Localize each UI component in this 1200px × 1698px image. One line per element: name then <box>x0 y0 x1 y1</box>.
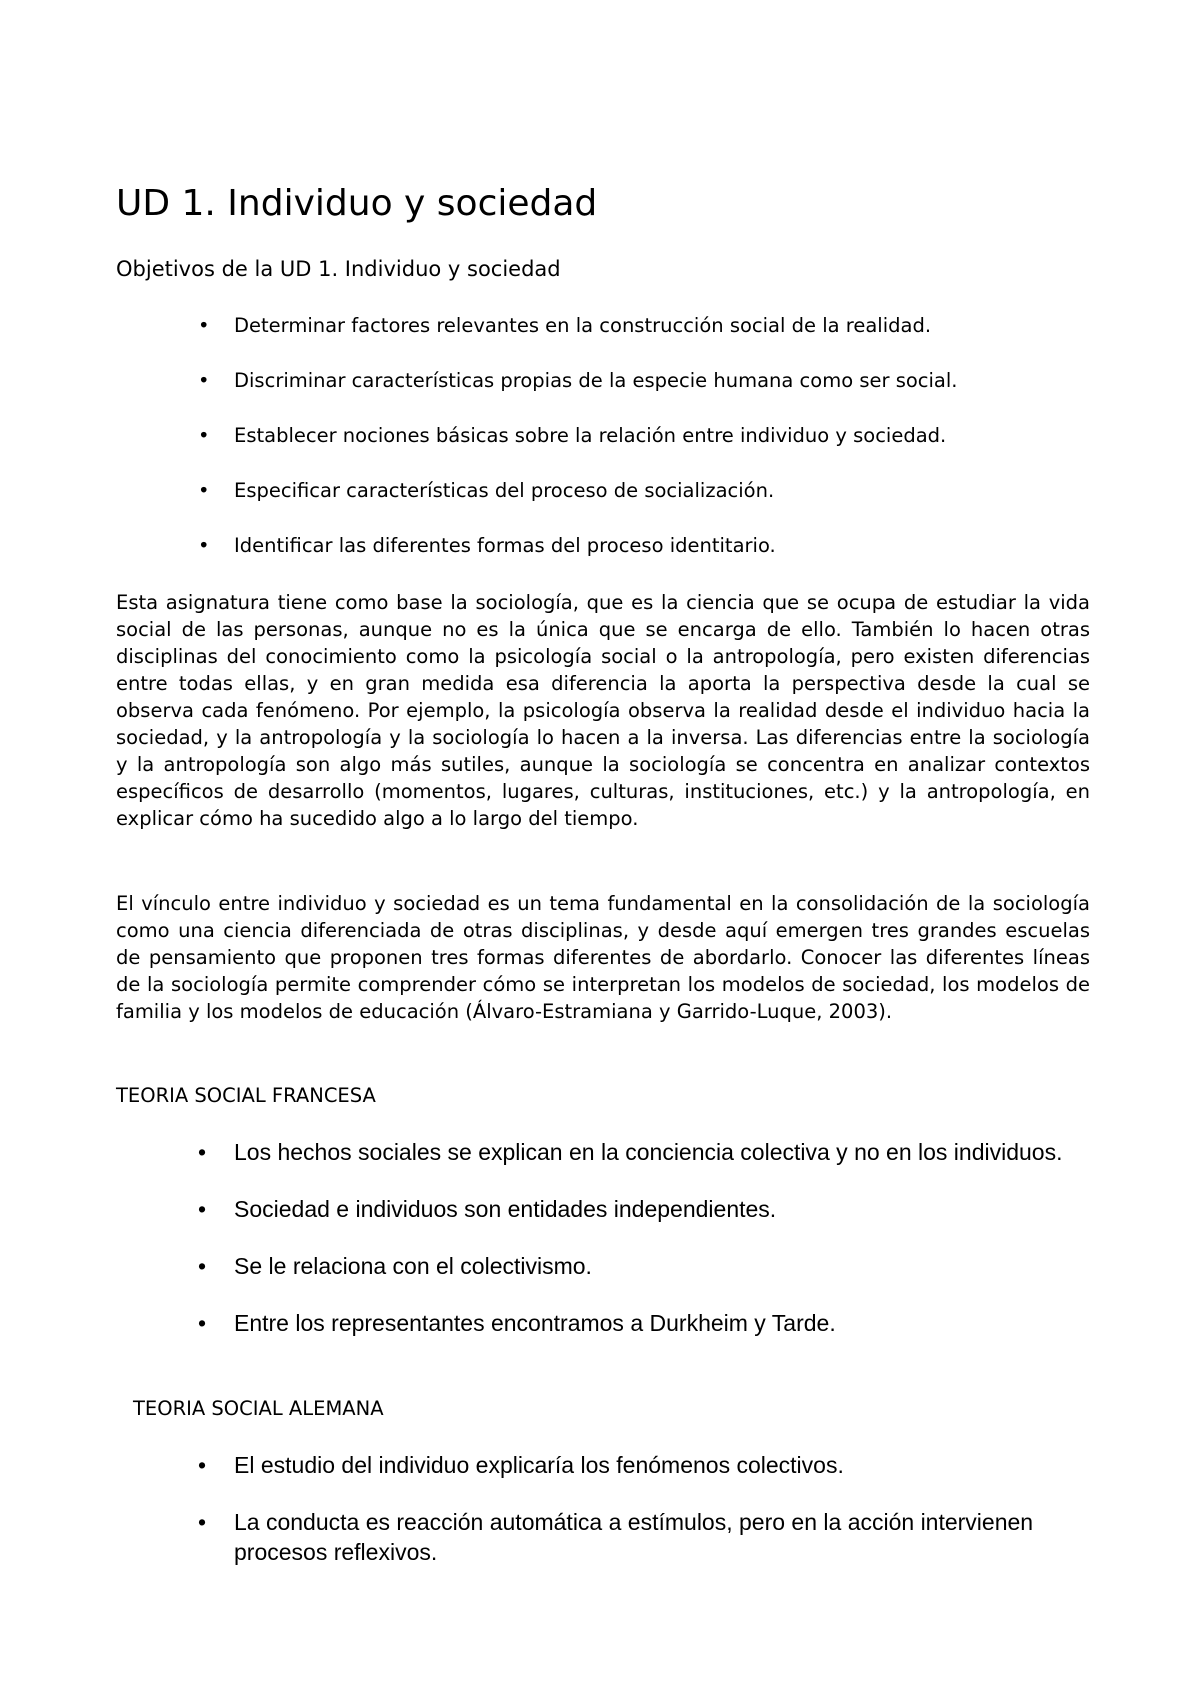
bullet-icon: • <box>198 1139 207 1165</box>
french-theory-list <box>198 1137 1094 1365</box>
list-item <box>198 367 1094 394</box>
section-heading-french-theory: TEORIA SOCIAL FRANCESA <box>116 1084 376 1107</box>
bullet-icon: • <box>198 534 210 557</box>
list-item <box>198 1251 1094 1281</box>
bullet-icon: • <box>198 1253 207 1279</box>
list-item <box>198 312 1094 339</box>
objective-text: Especificar características del proceso de socialización. <box>234 479 775 502</box>
document-title: UD 1. Individuo y sociedad <box>116 183 598 224</box>
item-text: La conducta es reacción automática a estímulos, pero en la acción intervienen procesos reflexivos. <box>234 1509 1034 1565</box>
bullet-icon: • <box>198 1452 207 1478</box>
bullet-icon: • <box>198 1310 207 1336</box>
bullet-icon: • <box>198 369 210 392</box>
list-item <box>198 1507 1094 1567</box>
objective-text: Discriminar características propias de la especie humana como ser social. <box>234 369 958 392</box>
bullet-icon: • <box>198 314 210 337</box>
list-item <box>198 1194 1094 1224</box>
list-item <box>198 1450 1094 1480</box>
item-text: Entre los representantes encontramos a Durkheim y Tarde. <box>234 1310 836 1336</box>
section-heading-german-theory: TEORIA SOCIAL ALEMANA <box>133 1397 384 1420</box>
bullet-icon: • <box>198 1196 207 1222</box>
item-text: El estudio del individuo explicaría los fenómenos colectivos. <box>234 1452 844 1478</box>
item-text: Los hechos sociales se explican en la conciencia colectiva y no en los individuos. <box>234 1139 1063 1165</box>
list-item <box>198 1137 1094 1167</box>
bullet-icon: • <box>198 424 210 447</box>
item-text: Se le relaciona con el colectivismo. <box>234 1253 592 1279</box>
bullet-icon: • <box>198 479 210 502</box>
german-theory-list <box>198 1450 1094 1594</box>
item-text: Sociedad e individuos son entidades independientes. <box>234 1196 777 1222</box>
objective-text: Determinar factores relevantes en la construcción social de la realidad. <box>234 314 932 337</box>
objective-text: Establecer nociones básicas sobre la relación entre individuo y sociedad. <box>234 424 947 447</box>
bullet-icon: • <box>198 1509 207 1535</box>
body-paragraph-1: Esta asignatura tiene como base la sociología, que es la ciencia que se ocupa de estudiar la vida social de las personas, aunque no es la única que se encarga de ello. También lo hacen otras disciplinas del conocimiento como la psicología social o la antropología, pero existen diferencias entre todas ellas, y en gran medida esa diferencia la aporta la perspectiva desde la cual se observa cada fenómeno. Por ejemplo, la psicología observa la realidad desde el individuo hacia la sociedad, y la antropología y la sociología lo hacen a la inversa. Las diferencias entre la sociología y la antropología son algo más sutiles, aunque la sociología se concentra en analizar contextos específicos de desarrollo (momentos, lugares, culturas, instituciones, etc.) y la antropología, en explicar cómo ha sucedido algo a lo largo del tiempo. <box>116 591 1090 830</box>
list-item <box>198 1308 1094 1338</box>
objective-text: Identificar las diferentes formas del proceso identitario. <box>234 534 776 557</box>
body-paragraph-2: El vínculo entre individuo y sociedad es un tema fundamental en la consolidación de la sociología como una ciencia diferenciada de otras disciplinas, y desde aquí emergen tres grandes escuelas de pensamiento que proponen tres formas diferentes de abordarlo. Conocer las diferentes líneas de la sociología permite comprender cómo se interpretan los modelos de sociedad, los modelos de familia y los modelos de educación (Álvaro-Estramiana y Garrido-Luque, 2003). <box>116 892 1090 1023</box>
list-item <box>198 532 1094 559</box>
objectives-list <box>198 312 1094 587</box>
list-item <box>198 477 1094 504</box>
objectives-heading: Objetivos de la UD 1. Individuo y sociedad <box>116 257 561 281</box>
list-item <box>198 422 1094 449</box>
